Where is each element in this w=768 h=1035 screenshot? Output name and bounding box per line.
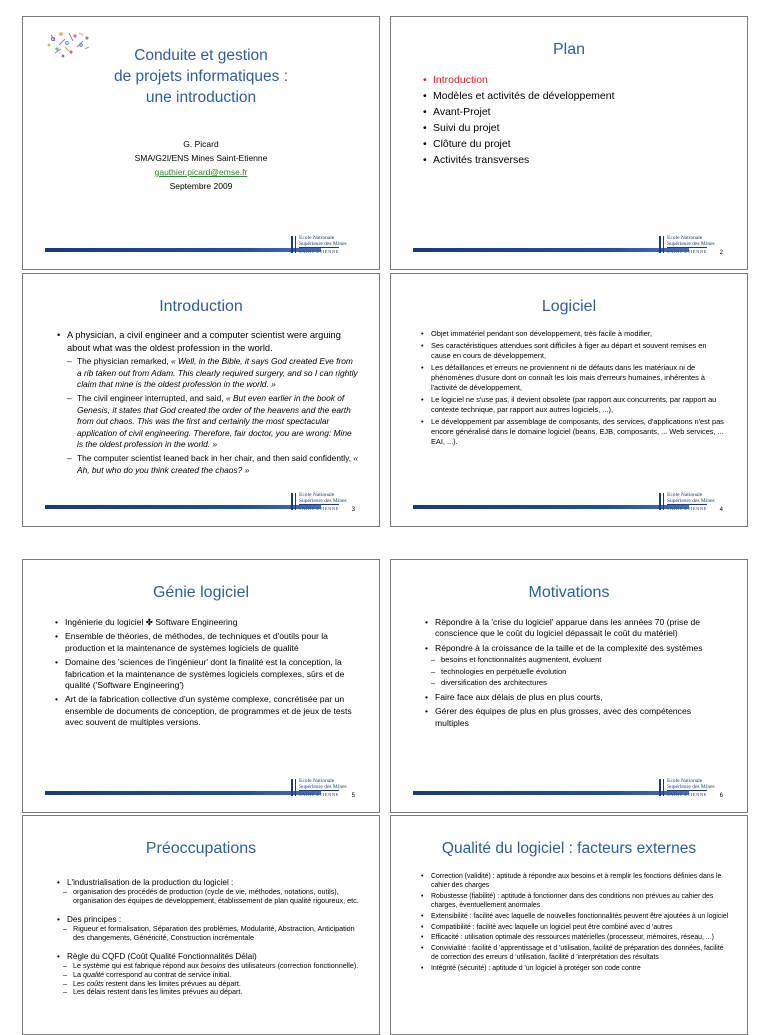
preoccupation-item: • Des principes : [53,915,361,925]
slide-title: Préoccupations [145,840,257,857]
intro-sub-engineer: – The civil engineer interrupted, and said, « But even earlier in the book of Genesis, it states that God created the order of the heavens and the earth from out chaos. This was the first and certainly the most spectacular application of civil engineering. Therefore, fair doctor, you are wrong: Mine is the oldest profession in the world. » [57,393,359,451]
genie-item: • Ensemble de théories, de méthodes, de techniques et d'outils pour la production et la maintenance de systèmes logiciels de qualité [51,631,359,654]
school-logo: Ecole Nationale Supérieure des Mines SAINT-ETIENNE [659,778,715,798]
slide-1-heading [23,45,379,108]
preoccupation-sub: – Les délais restent dans les limites prévues au départ. [53,988,361,997]
slide-title: Motivations [528,584,610,601]
qualite-item: • Efficacité : utilisation optimale des ressources matérielles (processeur, mémoires, réseau, ...) [417,934,729,943]
plan-item-transverses: • Activités transverses [419,152,615,168]
slide-6-motivations [390,559,748,813]
page-number: 6 [719,793,723,799]
plan-item-suivi: • Suivi du projet [419,120,615,136]
page-number: 3 [351,507,355,513]
preoccupation-sub: – Les coûts restent dans les limites prévues au départ. [53,980,361,989]
slide-8-qualite [390,815,748,1035]
preoccupation-sub: – Le système qui est fabriqué répond aux besoins des utilisateurs (correction fonctionnelle). [53,962,361,971]
preoccupation-item: • Règle du CQFD (Coût Qualité Fonctionnalités Délai) [53,952,361,962]
title-line-3: une introduction [145,89,257,106]
slide-title: Génie logiciel [152,584,250,601]
qualite-item: • Convivialité : facilité d 'apprentissage et d 'utilisation, facilité de préparation des données, facilité de correction des erreurs d 'utilisation, facilité d 'interprétation des résultats [417,945,729,963]
school-logo: Ecole Nationale Supérieure des Mines SAINT-ETIENNE [291,778,347,798]
footer-line [413,248,689,252]
school-logo: Ecole Nationale Supérieure des Mines SAINT-ETIENNE [659,235,715,255]
motivation-item: • Répondre à la 'crise du logiciel' apparue dans les années 70 (prise de conscience que le coût du logiciel dépassait le coût du matériel) [421,617,727,640]
plan-item-modeles: • Modèles et activités de développement [419,88,615,104]
plan-item-cloture: • Clôture du projet [419,136,615,152]
motivation-item: • Faire face aux délais de plus en plus courts, [421,692,727,703]
logiciel-item: • Objet immatériel pendant son développement, très facile à modifier, [417,329,725,339]
footer-line [45,248,321,252]
school-logo: Ecole Nationale Supérieure des Mines SAINT-ETIENNE [291,492,347,512]
intro-sub-scientist: – The computer scientist leaned back in her chair, and then said confidently, « Ah, but who do you think created the chaos? » [57,453,359,476]
affiliation: SMA/G2I/ENS Mines Saint-Etienne [134,153,268,163]
preoccupation-sub: – La qualité correspond au contrat de service initial. [53,971,361,980]
intro-sub-physician: – The physician remarked, « Well, in the Bible, it says God created Eve from a rib taken out from Adam. This clearly required surgery, and so I can rightly claim that mine is the oldest profession in the world. » [57,356,359,391]
motivation-item: • Gérer des équipes de plus en plus grosses, avec des compétences multiples [421,706,727,729]
page-number: 4 [719,507,723,513]
qualite-item: • Intégrité (sécurité) : aptitude d 'un logiciel à protéger son code contre [417,965,729,974]
slide-title: Qualité du logiciel : facteurs externes [441,840,697,857]
page-number: 2 [719,250,723,256]
logiciel-item: • Le logiciel ne s'use pas, il devient obsolète (par rapport aux concurrents, par rapport au contexte technique, par rapport aux autres logiciels, ...), [417,395,725,415]
plan-item-avant-projet: • Avant-Projet [419,104,615,120]
preoccupation-sub: – Rigueur et formalisation, Séparation des problèmes, Modularité, Abstraction, Anticipation des changements, Généricité, Construction incrémentale [53,925,361,942]
school-logo: Ecole Nationale Supérieure des Mines SAINT-ETIENNE [659,492,715,512]
title-line-2: de projets informatiques : [113,68,289,85]
qualite-item: • Robustesse (fiabilité) : aptitude à fonctionner dans des conditions non prévues au cahier des charges, éventuellement anormales [417,893,729,911]
logiciel-item: • Le développement par assemblage de composants, des services, d'applications n'est pas encore généralisé dans le domaine logiciel (beans, EJB, composants, ... Web services, ... EAI, ...). [417,417,725,447]
title-line-1: Conduite et gestion [134,47,268,64]
qualite-item: • Compatibilité : facilité avec laquelle un logiciel peut être combiné avec d 'autres [417,924,729,933]
motivation-sub: – diversification des architectures [421,677,727,689]
qualite-item: • Correction (validité) : aptitude à répondre aux besoins et à remplir les fonctions définies dans le cahier des charges [417,873,729,891]
footer-line [45,791,321,795]
school-logo: Ecole Nationale Supérieure des Mines SAINT-ETIENNE [291,235,347,255]
footer-line [413,505,689,509]
intro-bullet: • A physician, a civil engineer and a computer scientist were arguing about what was the oldest profession in the world. [53,329,359,354]
preoccupation-item: • L'industrialisation de la production du logiciel : [53,878,361,888]
slide-title: Logiciel [541,298,597,315]
genie-item: • Ingénierie du logiciel ✤ Software Engineering [51,617,359,628]
genie-item: • Domaine des 'sciences de l'ingénieur' dont la finalité est la conception, la fabrication et la maintenance de systèmes logiciels complexes, sûrs et de qualité ('Software Engineering') [51,657,359,691]
email-link[interactable]: gauthier.picard@emse.fr [154,167,248,177]
logiciel-item: • Les défaillances et erreurs ne proviennent ni de défauts dans les matériaux ni de phénomènes d'usure dont on connaît les lois mais d'erreurs humaines, inhérentes à l'activité de développement, [417,363,725,393]
qualite-item: • Extensibilité : facilité avec laquelle de nouvelles fonctionnalités peuvent être ajoutées à un logiciel [417,913,729,922]
slide-2-plan [390,16,748,270]
preoccupation-sub: – organisation des procédés de production (cycle de vie, méthodes, notations, outils), organisation des équipes de développement, établissement de plan qualité rigoureux, etc. [53,888,361,905]
footer-line [413,791,689,795]
page-number: 5 [351,793,355,799]
slide-title: Introduction [159,298,243,315]
slide-title: Plan [552,41,586,58]
date: Septembre 2009 [169,181,233,191]
slide-4-logiciel [390,273,748,527]
slide-7-preoccupations [22,815,380,1035]
plan-item-introduction: • Introduction [419,72,615,88]
slide-5-genie-logiciel [22,559,380,813]
slide-3-introduction [22,273,380,527]
logiciel-item: • Ses caractéristiques attendues sont difficiles à figer au départ et souvent remises en cause en cours de développement, [417,341,725,361]
genie-item: • Art de la fabrication collective d'un système complexe, concrétisée par un ensemble de documents de conception, de programmes et de jeux de tests avec souvent de multiples versions. [51,694,359,728]
footer-line [45,505,321,509]
motivation-sub: – technologies en perpétuelle évolution [421,666,727,678]
motivation-sub: – besoins et fonctionnalités augmentent, évoluent [421,654,727,666]
slide-1-title [22,16,380,270]
motivation-item: • Répondre à la croissance de la taille et de la complexité des systèmes [421,643,727,654]
author-name: G. Picard [183,139,219,149]
